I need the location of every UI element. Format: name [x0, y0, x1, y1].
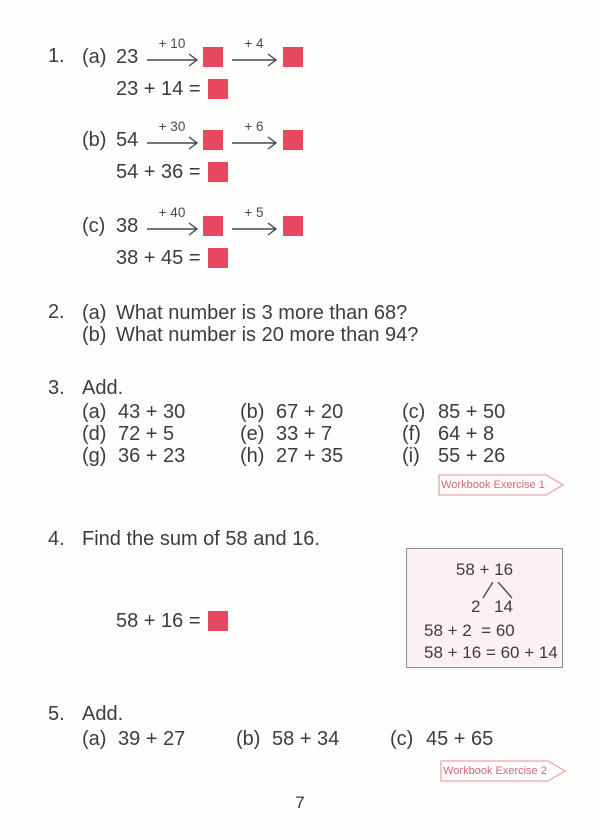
- badge-label: Workbook Exercise 2: [443, 765, 547, 777]
- problem3-number: 3.: [48, 377, 65, 399]
- hint-step-2: 58 + 16 = 60 + 14: [424, 643, 558, 662]
- problem4-number: 4.: [48, 528, 65, 550]
- arrow-addend-label: + 5: [244, 205, 264, 220]
- expression: 36 + 23: [118, 444, 186, 467]
- expression: 67 + 20: [276, 400, 344, 423]
- part-label: (c): [402, 400, 426, 423]
- right-arrow-icon: [232, 218, 280, 236]
- problem2b-row: [82, 323, 418, 347]
- part-label: (b): [82, 128, 107, 151]
- answer-box: [208, 79, 228, 99]
- part-label: (e): [240, 422, 265, 445]
- part-label: (g): [82, 444, 107, 467]
- part-label: (a): [82, 727, 107, 750]
- badge-label: Workbook Exercise 1: [441, 479, 545, 491]
- expression: 39 + 27: [118, 727, 186, 750]
- problem1c-equation: [116, 245, 228, 271]
- answer-box: [283, 47, 303, 67]
- part-label: (a): [82, 301, 107, 324]
- problem2-number: 2.: [48, 301, 65, 323]
- workbook-exercise-1-badge: [438, 474, 565, 496]
- problem1a-equation: [116, 76, 228, 102]
- exercise-item: [402, 400, 505, 424]
- right-arrow-icon: [232, 132, 280, 150]
- start-number: 38: [116, 214, 139, 237]
- problem1b-arrow-row: [82, 119, 303, 152]
- part-label: (b): [236, 727, 261, 750]
- arrow-addend-label: + 40: [158, 205, 186, 220]
- equation-text: 23 + 14 =: [116, 77, 201, 100]
- problem2a-row: [82, 301, 407, 325]
- exercise-item: [402, 422, 494, 446]
- arrow-addend-label: + 30: [158, 119, 186, 134]
- expression: 72 + 5: [118, 422, 175, 445]
- part-label: (d): [82, 422, 107, 445]
- workbook-exercise-2-badge: [440, 760, 567, 782]
- addition-arrow: [147, 119, 201, 152]
- addition-arrow: [232, 119, 280, 152]
- right-arrow-icon: [147, 132, 201, 150]
- hint-expression: 58 + 16: [455, 560, 514, 579]
- part-label: (i): [402, 444, 420, 467]
- equation-text: 54 + 36 =: [116, 160, 201, 183]
- problem4-equation: [116, 608, 228, 634]
- exercise-item: [82, 727, 185, 751]
- expression: 85 + 50: [438, 400, 506, 423]
- answer-box: [283, 216, 303, 236]
- problem1b-equation: [116, 159, 228, 185]
- start-number: 23: [116, 45, 139, 68]
- part-label: (b): [240, 400, 265, 423]
- answer-box: [283, 130, 303, 150]
- answer-box: [208, 248, 228, 268]
- problem1-number: 1.: [48, 45, 65, 67]
- exercise-item: [240, 422, 332, 446]
- part-label: (c): [390, 727, 414, 750]
- equation-text: 38 + 45 =: [116, 246, 201, 269]
- problem5-number: 5.: [48, 703, 65, 725]
- answer-box: [208, 162, 228, 182]
- right-arrow-icon: [147, 49, 201, 67]
- exercise-item: [402, 444, 505, 468]
- expression: 27 + 35: [276, 444, 344, 467]
- exercise-item: [240, 400, 343, 424]
- expression: 58 + 34: [272, 727, 340, 750]
- exercise-item: [82, 422, 174, 446]
- exercise-item: [82, 444, 185, 468]
- right-arrow-icon: [232, 49, 280, 67]
- part-label: (h): [240, 444, 265, 467]
- expression: 33 + 7: [276, 422, 333, 445]
- question-text: What number is 3 more than 68?: [116, 301, 408, 324]
- problem1a-arrow-row: [82, 36, 303, 69]
- part-label: (f): [402, 422, 421, 445]
- answer-box: [203, 216, 223, 236]
- expression: 45 + 65: [426, 727, 494, 750]
- start-number: 54: [116, 128, 139, 151]
- addition-arrow: [232, 36, 280, 69]
- exercise-item: [240, 444, 343, 468]
- problem1c-arrow-row: [82, 205, 303, 238]
- exercise-item: [390, 727, 493, 751]
- problem5-title: Add.: [82, 703, 124, 725]
- right-arrow-icon: [147, 218, 201, 236]
- addition-arrow: [147, 36, 201, 69]
- arrow-addend-label: + 10: [158, 36, 186, 51]
- answer-box: [203, 47, 223, 67]
- answer-box: [208, 611, 228, 631]
- exercise-item: [82, 400, 185, 424]
- page-number: 7: [295, 793, 305, 812]
- exercise-item: [236, 727, 339, 751]
- problem4-title: Find the sum of 58 and 16.: [82, 528, 320, 550]
- arrow-addend-label: + 4: [244, 36, 264, 51]
- expression: 55 + 26: [438, 444, 506, 467]
- expression: 64 + 8: [438, 422, 495, 445]
- problem3-title: Add.: [82, 377, 124, 399]
- expression: 43 + 30: [118, 400, 186, 423]
- question-text: What number is 20 more than 94?: [116, 323, 419, 346]
- part-label: (b): [82, 323, 107, 346]
- hint-step-1: 58 + 2 = 60: [424, 621, 515, 640]
- answer-box: [203, 130, 223, 150]
- part-label: (a): [82, 45, 107, 68]
- bond-part-right: 14: [494, 597, 513, 616]
- addition-arrow: [147, 205, 201, 238]
- equation-text: 58 + 16 =: [116, 609, 201, 632]
- part-label: (c): [82, 214, 106, 237]
- part-label: (a): [82, 400, 107, 423]
- addition-arrow: [232, 205, 280, 238]
- arrow-addend-label: + 6: [244, 119, 264, 134]
- bond-part-left: 2: [471, 597, 481, 616]
- number-bond-hint-box: [406, 548, 563, 668]
